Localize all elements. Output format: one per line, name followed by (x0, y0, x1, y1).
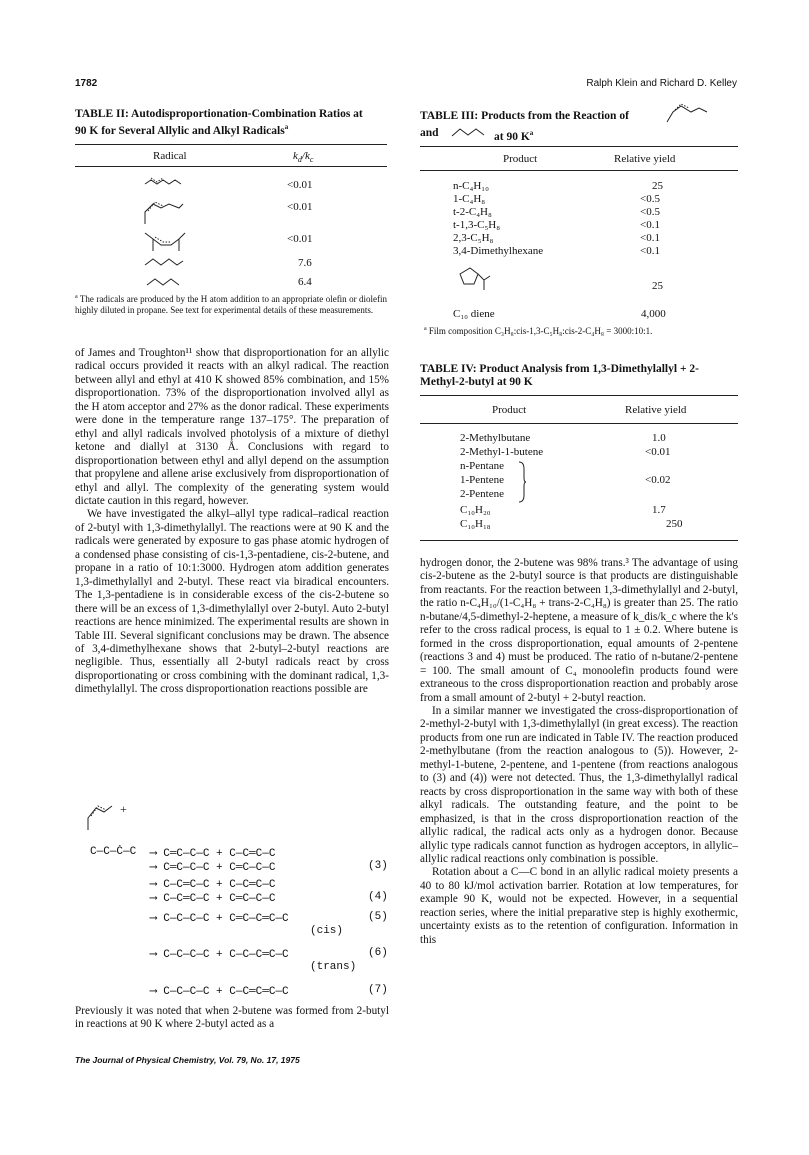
reaction-arrow: ⟶ (150, 848, 157, 860)
table-2-row-1-value: <0.01 (287, 179, 313, 191)
table-2-row-5-value: 6.4 (298, 276, 312, 288)
reaction-products: C—C═C—C + C—C═C—C (163, 879, 276, 891)
left-paragraph-2: We have investigated the alkyl–allyl type radical–radical reaction of 2-butyl with 1,3-dimethylallyl. The reactions were at 90 K and the radicals were generated by exposure to gas phase atomic hydrogen of a condensed phase consisting of cis-1,3-pentadiene, cis-2-butene, and propane in a ratio of 10:1:3000. Hydrogen atom addition generates 1,3-dimethylallyl and 2-butyl. These react via biradical encounters. The 1,3-pentadiene is in considerable excess of the cis-2-butene so there will be an excess of 1,3-dimethylallyl over 2-butyl. Auto 2-butyl reactions are hence minimized. The experimental results are shown in Table III. Several significant conclusions may be drawn. The absence of 3,4-dimethylhexane shows that 2-butyl–2-butyl reactions are negligible. Thus, essentially all 2-butyl radicals react by cross disproportionating or cross combining with the dominant radical, 1,3-dimethylallyl. The cross disproportionation reactions possible are (75, 508, 389, 696)
table-3-row-3-product: t-2-C₄H₈ (453, 206, 492, 218)
reaction-line-7 (150, 984, 289, 998)
table-2-row-3-value: <0.01 (287, 233, 313, 245)
reaction-label-trans: (trans) (310, 961, 357, 973)
reaction-line-3 (150, 877, 275, 891)
table-3-title-mark: a (529, 129, 534, 137)
table-3-row-4-product: t-1,3-C₅H₈ (453, 219, 501, 231)
table-3-row-5-yield: <0.1 (640, 232, 660, 244)
alkyl-radical-2-structure (147, 275, 183, 287)
right-column-text (420, 557, 738, 947)
reaction-arrow: ⟶ (150, 913, 157, 925)
table-3-header-yield: Relative yield (614, 153, 676, 165)
table-3-title-and: and (420, 127, 439, 139)
table-4-pentenes-yield: <0.02 (645, 474, 671, 486)
dimethylallyl-icon (665, 102, 710, 124)
table-3-row-8-product: C₁₀ diene (453, 308, 495, 320)
reaction-number-3: (3) (368, 860, 388, 872)
table-3-row-6-yield: <0.1 (640, 245, 660, 257)
page-number: 1782 (75, 78, 98, 89)
table-4-row-6-product: C₁₀H₂₀ (460, 504, 491, 516)
table-3-footnote-mark: a (424, 326, 427, 332)
table-3-title-text: TABLE III: Products from the Reaction of (420, 110, 629, 122)
table-2-header-rule (75, 166, 387, 167)
reactant-plus: + (120, 802, 127, 816)
reaction-products: C—C—C—C + C═C—C═C—C (163, 913, 289, 925)
table-2-row-2-value: <0.01 (287, 201, 313, 213)
table-4-header-product: Product (492, 404, 527, 416)
table-3-row-8-yield: 4,000 (641, 308, 666, 320)
table-3-row-1-product: n-C₄H₁₀ (453, 180, 489, 192)
left-paragraph-3: Previously it was noted that when 2-butene was formed from 2-butyl in reactions at 90 K where 2-butyl acted as a (75, 1005, 389, 1031)
table-2-footnote-mark: a (75, 294, 78, 300)
table-2-top-rule (75, 144, 387, 145)
table-3 (420, 100, 738, 340)
table-3-row-2-yield: <0.5 (640, 193, 660, 205)
cyclopentenyl-butyl-structure (456, 266, 496, 296)
table-3-title-end (494, 127, 533, 144)
table-4-row-5-product: 2-Pentene (460, 488, 504, 500)
table-2-header-radical: Radical (153, 150, 187, 162)
reaction-number-7: (7) (368, 984, 388, 996)
table-4-row-7-yield: 250 (666, 518, 683, 530)
reaction-products: C═C—C—C + C—C═C—C (163, 848, 276, 860)
table-2-header-ratio (293, 150, 313, 164)
table-2-ratio-k: k (293, 150, 298, 162)
table-3-row-7-yield: 25 (652, 280, 663, 292)
table-3-title (420, 110, 629, 123)
table-4-row-4-product: 1-Pentene (460, 474, 504, 486)
table-4-row-2-yield: <0.01 (645, 446, 671, 458)
table-2-ratio-sep: /k (301, 150, 310, 162)
left-column-text (75, 347, 389, 697)
table-4-title: TABLE IV: Product Analysis from 1,3-Dimethylallyl + 2-Methyl-2-butyl at 90 K (420, 363, 699, 388)
table-4-row-6-yield: 1.7 (652, 504, 666, 516)
reaction-products: C—C—C—C + C—C═C═C—C (163, 986, 289, 998)
allylic-radical-2-structure (143, 198, 185, 226)
right-paragraph-3: Rotation about a C—C bond in an allylic radical moiety presents a 40 to 80 kJ/mol activation barrier. Rotation at low temperatures, for example 90 K, would not be expected. However, in a sequential reaction series, where the initial preparative step is highly exothermic, uncertainty exists as to the retention of configuration. Information in this (420, 866, 738, 946)
allylic-radical-1-structure (145, 176, 185, 190)
journal-footer: The Journal of Physical Chemistry, Vol. 79, No. 17, 1975 (75, 1055, 300, 1065)
reaction-number-6: (6) (368, 947, 388, 959)
table-4-header-yield: Relative yield (625, 404, 687, 416)
dimethylallyl-reactant-structure (86, 800, 118, 832)
table-4-row-3-product: n-Pentane (460, 460, 504, 472)
table-2-title-text: TABLE II: Autodisproportionation-Combination Ratios at 90 K for Several Allylic and Alkyl Radicals (75, 108, 363, 137)
reaction-line-6 (150, 947, 289, 961)
table-3-row-2-product: 1-C₄H₈ (453, 193, 486, 205)
reaction-number-5: (5) (368, 911, 388, 923)
table-4-row-1-product: 2-Methylbutane (460, 432, 531, 444)
reaction-number-4: (4) (368, 891, 388, 903)
running-head-authors: Ralph Klein and Richard D. Kelley (586, 78, 737, 89)
table-3-title-end-text: at 90 K (494, 130, 530, 143)
table-4-row-1-yield: 1.0 (652, 432, 666, 444)
table-3-header-product: Product (503, 153, 538, 165)
alkyl-radical-1-structure (145, 255, 185, 267)
reactant-butyl: C—C—Ċ—C (90, 846, 137, 858)
table-4-bottom-rule (420, 540, 738, 541)
table-2-ratio-sub-d: d (297, 155, 302, 165)
reaction-arrow: ⟶ (150, 893, 157, 905)
table-2-ratio-sub-c: c (309, 155, 314, 165)
table-3-row-4-yield: <0.1 (640, 219, 660, 231)
table-3-row-1-yield: 25 (652, 180, 663, 192)
reaction-arrow: ⟶ (150, 949, 157, 961)
reaction-label-cis: (cis) (310, 925, 344, 937)
table-2-title-mark: a (284, 123, 289, 131)
table-3-top-rule (420, 146, 738, 147)
right-paragraph-2: In a similar manner we investigated the cross-disproportionation of 2-methyl-2-butyl with 1,3-dimethylallyl (in great excess). The reaction products from one run are indicated in Table IV. The reaction produced 2-methylbutane (from the reaction analogous to (5)). However, 2-methyl-1-butene, 2-pentene, and 1-pentene (from reactions analogous to (3) and (4)) were not detected. Thus, the 1,3-dimethylallyl radical reacts by cross disproportionation in the same way with both of these alkyl radicals. The outstanding feature, and the point to be emphasized, is that in the cross disproportionation reaction of the allylic radical, the radical acts only as a hydrogen donor. Because allylic type radicals cannot function as hydrogen acceptors, in allylic–allylic radical reactions only combination is possible. (420, 704, 738, 865)
reaction-products: C═C—C—C + C═C—C—C (163, 862, 276, 874)
reaction-line-5 (150, 911, 289, 925)
table-3-footnote (424, 324, 652, 337)
cis-2-butene-icon (452, 126, 488, 138)
reaction-line-1 (150, 846, 275, 860)
table-3-row-6-product: 3,4-Dimethylhexane (453, 245, 544, 257)
table-3-header-rule (420, 170, 738, 171)
left-paragraph-1: of James and Troughton¹¹ show that disproportionation for an allylic radical occurs provided it reacts with an alkyl radical. The reaction between allyl and ethyl at 410 K showed 85% combination, and 15% disproportionation. 73% of the disproportionation involved allyl as the H atom acceptor and 27% as the donor radical. These experiments were done in the temperature range 137–175°. The preparation of ethyl and allyl radicals involved photolysis of a mixture of diethyl ketone and diallyl at 3130 Å. Conclusions with regard to disproportionation between ethyl and allyl depend on the assumption that propylene and allene arise exclusively from disproportionation of ethyl and allyl. The complexity of the generating system would dictate caution in this regard, however. (75, 347, 389, 507)
reaction-line-4 (150, 891, 275, 905)
table-4-brace (518, 461, 526, 503)
table-3-row-3-yield: <0.5 (640, 206, 660, 218)
reaction-arrow: ⟶ (150, 986, 157, 998)
table-3-footnote-text: Film composition C₃H₈:cis-1,3-C₅H₈:cis-2-C₄H₈ = 3000:10:1. (428, 326, 653, 336)
table-4-row-2-product: 2-Methyl-1-butene (460, 446, 544, 458)
table-2 (75, 108, 387, 330)
reaction-products: C—C—C—C + C—C—C═C—C (163, 949, 289, 961)
table-4-header-rule (420, 423, 738, 424)
table-2-footnote (75, 292, 387, 316)
table-3-row-5-product: 2,3-C₅H₈ (453, 232, 494, 244)
table-2-title (75, 108, 375, 138)
table-4-row-7-product: C₁₀H₁₈ (460, 518, 491, 530)
table-4-top-rule (420, 395, 738, 396)
reaction-products: C—C═C—C + C═C—C—C (163, 893, 276, 905)
table-2-footnote-text: The radicals are produced by the H atom addition to an appropriate olefin or diolefin highly diluted in propane. See text for experimental details of these measurements. (75, 294, 387, 315)
reaction-arrow: ⟶ (150, 879, 157, 891)
table-2-row-4-value: 7.6 (298, 257, 312, 269)
table-4 (420, 363, 738, 543)
reaction-arrow: ⟶ (150, 862, 157, 874)
reaction-line-2 (150, 860, 275, 874)
right-paragraph-1: hydrogen donor, the 2-butene was 98% trans.³ The advantage of using cis-2-butene as the 2-butyl source is that products are distinguishable from reactants. For the reaction between 1,3-dimethylallyl and 2-butyl, the ratio n-C₄H₁₀/(1-C₄H₈ + trans-2-C₄H₈) is greater than 25. The ratio n-butane/4,5-dimethyl-2-heptene, a measure of k_dis/k_c where the k's refer to the cross radical process, is equal to 1 ± 0.2. Where butene is formed in the cross disproportionation, equal amounts of 2-pentene (reactions 3 and 4) must be produced. The ratio of n-butane/2-pentene = 100. The small amount of C₄ monoolefin products found were extraneous to the cross disproportionation reaction and probably arose from a small amount of 2-butyl + 2-butyl reaction. (420, 557, 738, 704)
